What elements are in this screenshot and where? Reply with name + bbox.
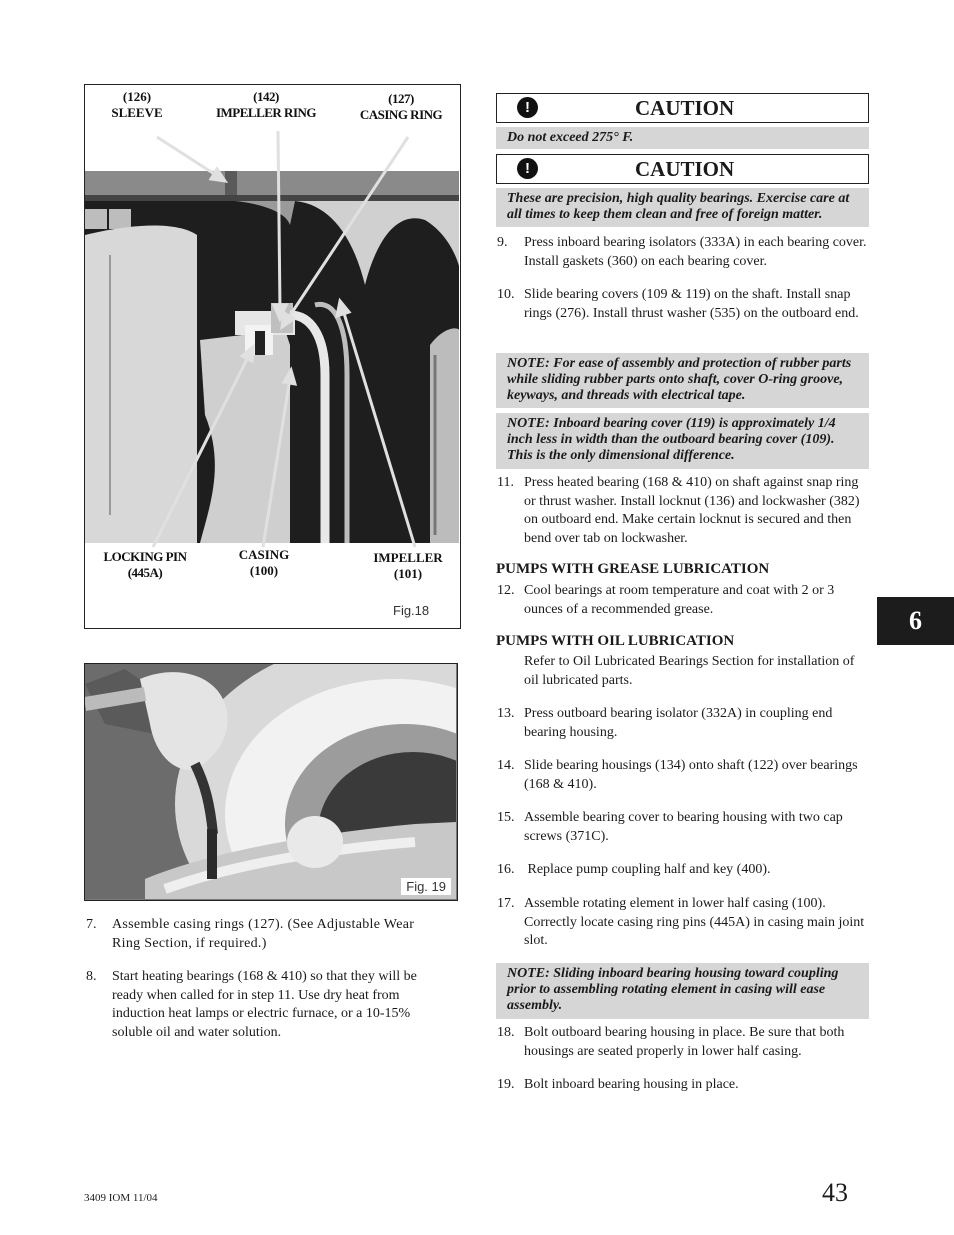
exclamation-icon: ! [517, 97, 538, 118]
step-number: 10. [497, 287, 515, 302]
figure-19-caption: Fig. 19 [401, 878, 451, 895]
step-number: 15. [497, 810, 515, 825]
step-text: Replace pump coupling half and key (400). [524, 862, 771, 877]
label-impeller: IMPELLER (101) [373, 550, 443, 581]
step-number: 13. [497, 706, 515, 721]
step-text: Press heated bearing (168 & 410) on shaft against snap ring or thrust washer. Install locknut (136) and lockwasher (382) on outboard end. Make certain locknut is secured and then bend over tab on lockwasher. [524, 475, 860, 546]
step-number: 12. [497, 583, 515, 598]
cross-section-photo [85, 85, 459, 627]
note-sliding-housing: NOTE: Sliding inboard bearing housing toward coupling prior to assembling rotating element in casing will ease assembly. [496, 963, 869, 1019]
heading-grease-lubrication: PUMPS WITH GREASE LUBRICATION [496, 561, 770, 577]
step-text: Slide bearing covers (109 & 119) on the shaft. Install snap rings (276). Install thrust washer (535) on the outboard end. [524, 287, 859, 321]
step-text: Cool bearings at room temperature and coat with 2 or 3 ounces of a recommended grease. [524, 583, 835, 617]
caution-text-2: These are precision, high quality bearings. Exercise care at all times to keep them clean and free of foreign matter. [496, 188, 869, 227]
step-text: Assemble rotating element in lower half casing (100). Correctly locate casing ring pins (445A) in casing main joint slot. [524, 896, 865, 948]
caution-text-1: Do not exceed 275° F. [496, 127, 869, 149]
step-text: Assemble casing rings (127). (See Adjustable Wear Ring Section, if required.) [112, 917, 415, 951]
step-number: 7. [86, 917, 97, 932]
label-locking-pin: LOCKING PIN (445A) [103, 549, 187, 580]
figure-19 [84, 663, 458, 901]
label-casing-ring: (127) CASING RING [359, 91, 443, 122]
note-inboard-cover: NOTE: Inboard bearing cover (119) is approximately 1/4 inch less in width than the outboard bearing cover (109). This is the only dimensional difference. [496, 413, 869, 469]
step-number: 16. [497, 862, 515, 877]
figure-18-caption: Fig.18 [393, 603, 430, 618]
section-tab: 6 [877, 597, 954, 645]
step-number: 19. [497, 1077, 515, 1092]
step-number: 8. [86, 969, 97, 984]
step-text: Slide bearing housings (134) onto shaft (122) over bearings (168 & 410). [524, 758, 858, 792]
label-impeller-ring: (142) IMPELLER RING [215, 89, 317, 120]
exclamation-icon: ! [517, 158, 538, 179]
heading-oil-lubrication: PUMPS WITH OIL LUBRICATION [496, 633, 735, 649]
caution-box-1 [496, 93, 869, 123]
oil-intro: Refer to Oil Lubricated Bearings Section for installation of oil lubricated parts. [524, 654, 855, 688]
step-text: Bolt outboard bearing housing in place. Be sure that both housings are seated properly in lower half casing. [524, 1025, 845, 1059]
label-casing: CASING (100) [238, 547, 290, 578]
caution-box-2 [496, 154, 869, 184]
step-number: 9. [497, 235, 508, 250]
step-text: Assemble bearing cover to bearing housing with two cap screws (371C). [524, 810, 843, 844]
step-text: Press inboard bearing isolators (333A) in each bearing cover. Install gaskets (360) on each bearing cover. [524, 235, 867, 269]
step-number: 18. [497, 1025, 515, 1040]
step-number: 11. [497, 475, 514, 490]
document-code: 3409 IOM 11/04 [84, 1192, 158, 1204]
step-text: Press outboard bearing isolator (332A) in coupling end bearing housing. [524, 706, 833, 740]
step-text: Bolt inboard bearing housing in place. [524, 1077, 739, 1092]
note-rubber-parts: NOTE: For ease of assembly and protection of rubber parts while sliding rubber parts onto shaft, cover O-ring groove, keyways, and threads with electrical tape. [496, 353, 869, 408]
assembly-photo [85, 664, 456, 899]
caution-title: CAUTION [635, 157, 735, 181]
step-number: 17. [497, 896, 515, 911]
step-number: 14. [497, 758, 515, 773]
step-text: Start heating bearings (168 & 410) so that they will be ready when called for in step 11. Use dry heat from induction heat lamps or electric furnace, or a 10-15% soluble oil and water solution. [112, 969, 417, 1040]
figure-18 [84, 84, 461, 629]
label-sleeve: (126) SLEEVE [111, 89, 163, 120]
page-number: 43 [822, 1178, 848, 1207]
caution-title: CAUTION [635, 96, 735, 120]
